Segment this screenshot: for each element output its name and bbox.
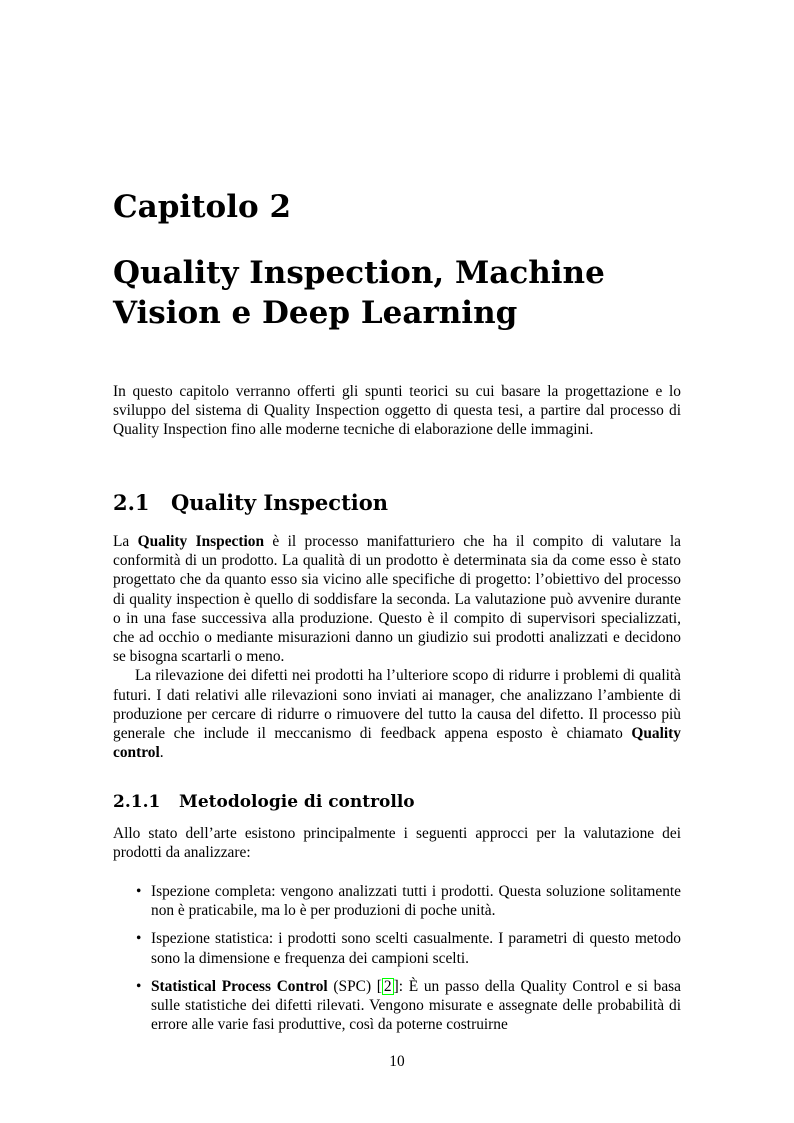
- section-paragraph: [113, 666, 681, 762]
- section-heading: [113, 490, 388, 516]
- subsection-number: 2.1.1: [113, 792, 161, 812]
- list-item-text: [151, 977, 681, 1035]
- paragraph-text: ]: È un passo della Quality Control e si basa sulle statistiche dei difetti rilevati. Vengono misurate e assegnate delle probabilità di errore alle varie fasi produttive, così da poterne costruirne: [151, 977, 681, 1034]
- section-title: Quality Inspection: [171, 490, 389, 515]
- subsection-title: Metodologie di controllo: [179, 792, 415, 812]
- list-item-text: Ispezione statistica: i prodotti sono scelti casualmente. I parametri di questo metodo sono la dimensione e frequenza dei campioni scelti.: [151, 930, 681, 967]
- bullet-icon: •: [136, 977, 142, 995]
- citation-link[interactable]: 2: [383, 977, 392, 995]
- paragraph-text: è il processo manifatturiero che ha il compito di valutare la conformità di un prodotto. La qualità di un prodotto è determinata sia da come esso è stato progettato che da quanto esso sia vicino alle specifiche di progetto: l’obiettivo del processo di quality inspection è quello di soddisfare la seconda. La valutazione può avvenire durante o in una fase successiva alla produzione. Questo è il compito di supervisori specializzati, che ad occhio o mediante misurazioni danno un giudizio sui prodotti analizzati e decidono se bisogna scartarli o meno.: [113, 533, 681, 666]
- list-item: [113, 929, 681, 967]
- bullet-icon: •: [136, 883, 142, 900]
- paragraph-text: (SPC) [: [327, 977, 382, 995]
- paragraph-text: La rilevazione dei difetti nei prodotti ha l’ulteriore scopo di ridurre i problemi di qualità futuri. I dati relativi alle rilevazioni sono inviati ai manager, che analizzano l’ambiente di produzione per cercare di ridurre o rimuovere del tutto la causa del difetto. Il processo più generale che include il meccanismo di feedback appena esposto è chiamato: [113, 667, 681, 743]
- method-list: [113, 882, 681, 1043]
- section-number: 2.1: [113, 490, 150, 515]
- section-paragraph: [113, 532, 681, 666]
- chapter-title: Quality Inspection, Machine Vision e Deep Learning: [113, 255, 605, 331]
- bold-term: Statistical Process Control: [151, 977, 328, 995]
- list-item: [113, 882, 681, 920]
- list-item-text: Ispezione completa: vengono analizzati tutti i prodotti. Questa soluzione solitamente non è praticabile, ma lo è per produzioni di poche unità.: [151, 883, 681, 920]
- subsection-intro: Allo stato dell’arte esistono principalmente i seguenti approcci per la valutazione dei prodotti da analizzare:: [113, 825, 681, 862]
- section-body: [113, 532, 681, 762]
- bullet-icon: •: [136, 930, 142, 948]
- bold-term: Quality control: [113, 725, 681, 762]
- paragraph-text: La: [113, 533, 138, 550]
- subsection-heading: [113, 791, 415, 813]
- chapter-label: Capitolo 2: [113, 189, 292, 225]
- list-item: [113, 977, 681, 1035]
- page-number: 10: [389, 1053, 405, 1070]
- bold-term: Quality Inspection: [137, 533, 265, 550]
- chapter-intro: In questo capitolo verranno offerti gli spunti teorici su cui basare la progettazione e lo sviluppo del sistema di Quality Inspection oggetto di questa tesi, a partire dal processo di Quality Inspection fino alle moderne tecniche di elaborazione delle immagini.: [113, 383, 681, 439]
- paragraph-text: .: [159, 744, 164, 762]
